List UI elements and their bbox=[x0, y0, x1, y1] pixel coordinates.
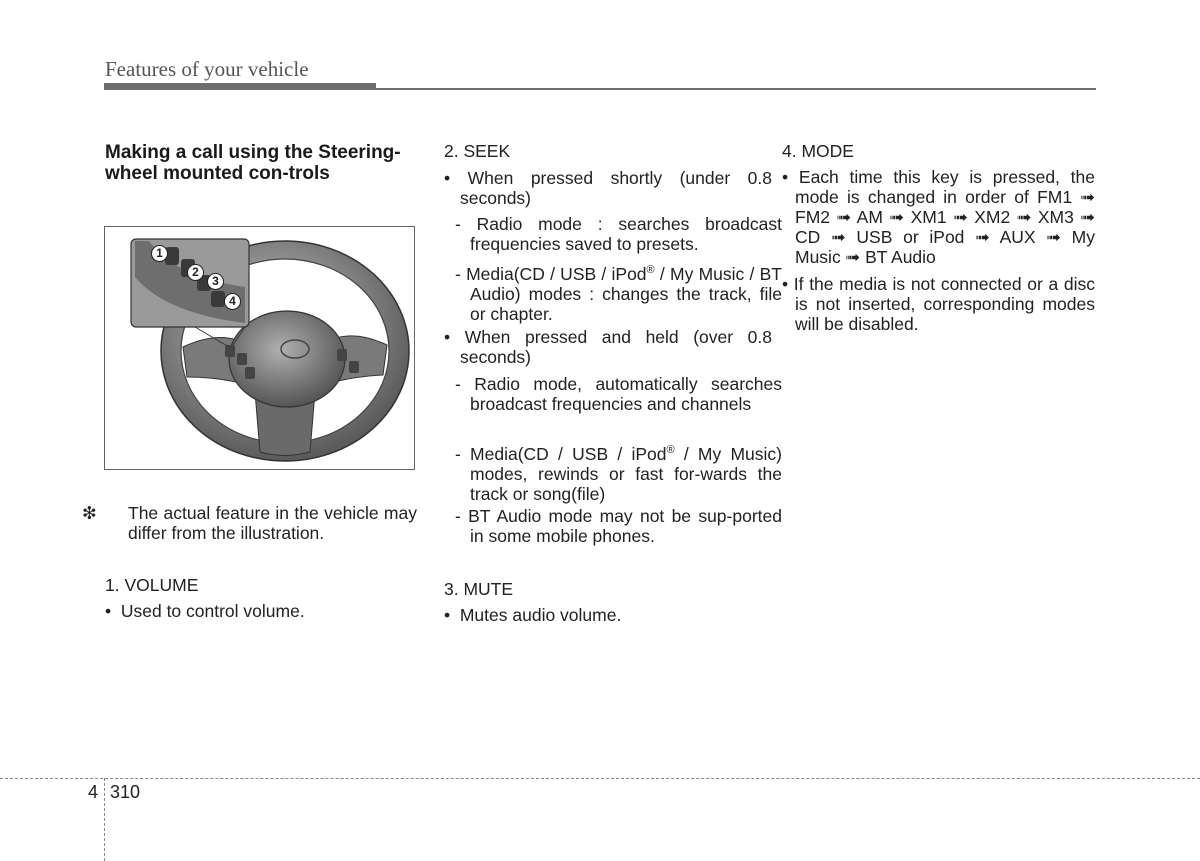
volume-heading: 1. VOLUME bbox=[105, 575, 199, 595]
header-title: Features of your vehicle bbox=[105, 57, 309, 81]
seek-radio-presets: - Radio mode : searches broadcast frequencies saved to presets. bbox=[455, 214, 782, 254]
footer-rule bbox=[0, 778, 1200, 779]
volume-bullet: • Used to control volume. bbox=[105, 601, 305, 621]
seek-bullet-held: • When pressed and held (over 0.8 seconds) bbox=[444, 327, 772, 367]
chapter-number: 4 bbox=[88, 782, 99, 802]
page-number bbox=[88, 782, 140, 803]
note-text: The actual feature in the vehicle may differ from the illustration. bbox=[128, 503, 417, 543]
seek-bt-note: - BT Audio mode may not be sup-ported in some mobile phones. bbox=[455, 506, 782, 546]
seek-bullet-held-text: When pressed and held (over 0.8 seconds) bbox=[460, 327, 772, 367]
registered-mark: ® bbox=[646, 264, 655, 276]
seek-bullet-short-text: When pressed shortly (under 0.8 seconds) bbox=[460, 168, 772, 208]
registered-mark: ® bbox=[666, 444, 675, 456]
section-title: Making a call using the Steering-wheel mounted con-trols bbox=[105, 142, 401, 184]
callout-2: 2 bbox=[187, 264, 204, 281]
callout-3: 3 bbox=[207, 273, 224, 290]
seek-media-rewind-pre: - Media(CD / USB / iPod bbox=[455, 443, 667, 464]
volume-bullet-text: Used to control volume. bbox=[120, 601, 305, 621]
callout-1: 1 bbox=[151, 245, 168, 262]
seek-heading: 2. SEEK bbox=[444, 141, 511, 161]
steering-wheel-drawing bbox=[105, 227, 414, 469]
mode-bullet-disabled-text: If the media is not connected or a disc is not inserted, corresponding modes will be disabled. bbox=[793, 274, 1095, 334]
seek-media-track-pre: - Media(CD / USB / iPod bbox=[455, 263, 647, 284]
seek-media-track-post: / My Music / BT Audio) modes : changes the track, file or chapter. bbox=[470, 263, 782, 324]
mode-heading: 4. MODE bbox=[782, 141, 854, 161]
mode-bullet-order: • Each time this key is pressed, the mode is changed in order of FM1 ➟ FM2 ➟ AM ➟ XM1 ➟ XM2 ➟ XM3 ➟ CD ➟ USB or iPod ➟ AUX ➟ My Music ➟ BT Audio bbox=[782, 167, 1096, 267]
note-symbol: ❇ bbox=[82, 503, 97, 523]
illustration-note bbox=[82, 503, 417, 543]
mode-bullet-order-text: Each time this key is pressed, the mode is changed in order of FM1 ➟ FM2 ➟ AM ➟ XM1 ➟ XM2 ➟ XM3 ➟ CD ➟ USB or iPod ➟ AUX ➟ My Music ➟ BT Audio bbox=[795, 167, 1096, 267]
header-rule-thin bbox=[376, 88, 1096, 90]
mute-bullet: • Mutes audio volume. bbox=[444, 605, 622, 625]
seek-bullet-short: • When pressed shortly (under 0.8 seconds) bbox=[444, 168, 772, 208]
seek-media-rewind bbox=[444, 440, 782, 504]
seek-radio-auto: - Radio mode, automatically searches broadcast frequencies and channels bbox=[455, 374, 782, 414]
mute-heading: 3. MUTE bbox=[444, 579, 514, 599]
page-number-value: 310 bbox=[110, 782, 141, 802]
mode-bullet-disabled: • If the media is not connected or a disc is not inserted, corresponding modes will be disabled. bbox=[782, 274, 1095, 334]
callout-4: 4 bbox=[224, 293, 241, 310]
steering-wheel-illustration bbox=[104, 226, 415, 470]
header-rule-thick bbox=[104, 83, 376, 90]
mute-bullet-text: Mutes audio volume. bbox=[459, 605, 622, 625]
seek-media-rewind-post: / My Music) modes, rewinds or fast for-wards the track or song(file) bbox=[470, 443, 782, 504]
seek-media-track bbox=[444, 260, 782, 324]
